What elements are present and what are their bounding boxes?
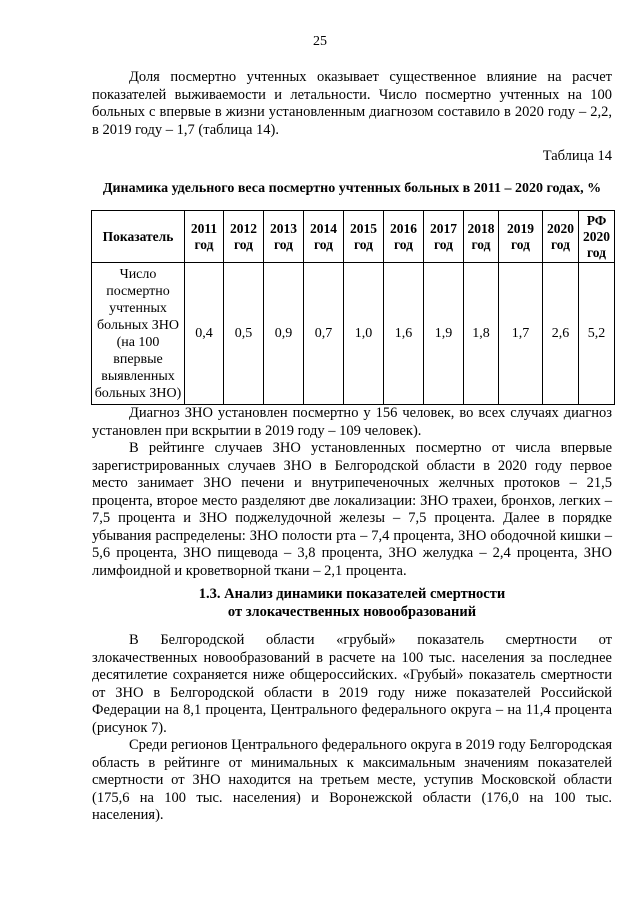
table-cell: 5,2 — [579, 263, 615, 405]
regions-paragraph: Среди регионов Центрального федерального округа в 2019 году Белгородская область в рейтинге от минимальных к максимальным значениям показателей смертности от ЗНО находится на третьем месте, уступив Московской области (175,6 на 100 тыс. населения) и Воронежской области (176,0 на 100 тыс. населения). — [92, 737, 612, 823]
header-year: 2018 год — [464, 211, 499, 263]
intro-paragraph: Доля посмертно учтенных оказывает существенное влияние на расчет показателей выживаемости и летальности. Число посмертно учтенных на 100 больных с впервые в жизни установленным диагнозом составило в 2020 году – 2,2, в 2019 году – 1,7 (таблица 14). — [92, 69, 612, 138]
header-year: 2017 год — [424, 211, 464, 263]
table-row — [92, 263, 615, 405]
ranking-paragraph: В рейтинге случаев ЗНО установленных посмертно от числа впервые зарегистрированных случаев ЗНО в Белгородской области в 2020 году первое место занимает ЗНО печени и внутрипеченочных желчных протоков – 21,5 процента, второе место разделяют две локализации: ЗНО трахеи, бронхов, легких – 7,5 процента и ЗНО поджелудочной железы – 7,5 процента. Далее в порядке убывания распределены: ЗНО полости рта – 7,4 процента, ЗНО ободочной кишки – 5,6 процента, ЗНО пищевода – 3,8 процента, ЗНО желудка – 2,4 процента, ЗНО лимфоидной и кроветворной ткани – 2,1 процента. — [92, 440, 612, 579]
header-year: 2012 год — [224, 211, 264, 263]
header-year: 2019 год — [499, 211, 543, 263]
section-title-line2: от злокачественных новообразований — [227, 603, 477, 620]
page-number: 25 — [313, 34, 327, 49]
mortality-block — [92, 632, 612, 825]
header-year: 2013 год — [264, 211, 304, 263]
table-cell: 1,6 — [384, 263, 424, 405]
header-year: 2016 год — [384, 211, 424, 263]
intro-block — [92, 69, 612, 139]
mortality-paragraph: В Белгородской области «грубый» показатель смертности от злокачественных новообразований в расчете на 100 тыс. населения за последнее десятилетие сохраняется ниже общероссийских. «Грубый» показатель смертности от ЗНО в Белгородской области в 2019 году ниже показателей Российской Федерации на 8,1 процента, Центрального федерального округа – на 11,4 процента (рисунок 7). — [92, 632, 612, 736]
table-cell: 0,7 — [304, 263, 344, 405]
table-cell: 0,9 — [264, 263, 304, 405]
table-cell: 1,7 — [499, 263, 543, 405]
row-label: Число посмертно учтенных больных ЗНО (на 100 впервые выявленных больных ЗНО) — [92, 263, 185, 405]
header-rf: РФ 2020 год — [579, 211, 615, 263]
header-year: 2011 год — [185, 211, 224, 263]
header-year: 2015 год — [344, 211, 384, 263]
table-cell: 1,8 — [464, 263, 499, 405]
header-year: 2014 год — [304, 211, 344, 263]
table-cell: 2,6 — [543, 263, 579, 405]
header-indicator: Показатель — [92, 211, 185, 263]
diagnosis-paragraph: Диагноз ЗНО установлен посмертно у 156 человек, во всех случаях диагноз установлен при вскрытии в 2019 году – 109 человек). — [92, 405, 612, 439]
table-title: Динамика удельного веса посмертно учтенных больных в 2011 – 2020 годах, % — [102, 181, 602, 196]
table-cell: 0,4 — [185, 263, 224, 405]
table-label: Таблица 14 — [542, 148, 612, 164]
body-text-block — [92, 405, 612, 580]
table-cell: 1,9 — [424, 263, 464, 405]
table-header-row — [92, 211, 615, 263]
table-cell: 0,5 — [224, 263, 264, 405]
header-year: 2020 год — [543, 211, 579, 263]
table-cell: 1,0 — [344, 263, 384, 405]
section-title-line1: 1.3. Анализ динамики показателей смертности — [198, 586, 506, 602]
data-table — [91, 210, 615, 405]
section-title — [92, 586, 612, 621]
